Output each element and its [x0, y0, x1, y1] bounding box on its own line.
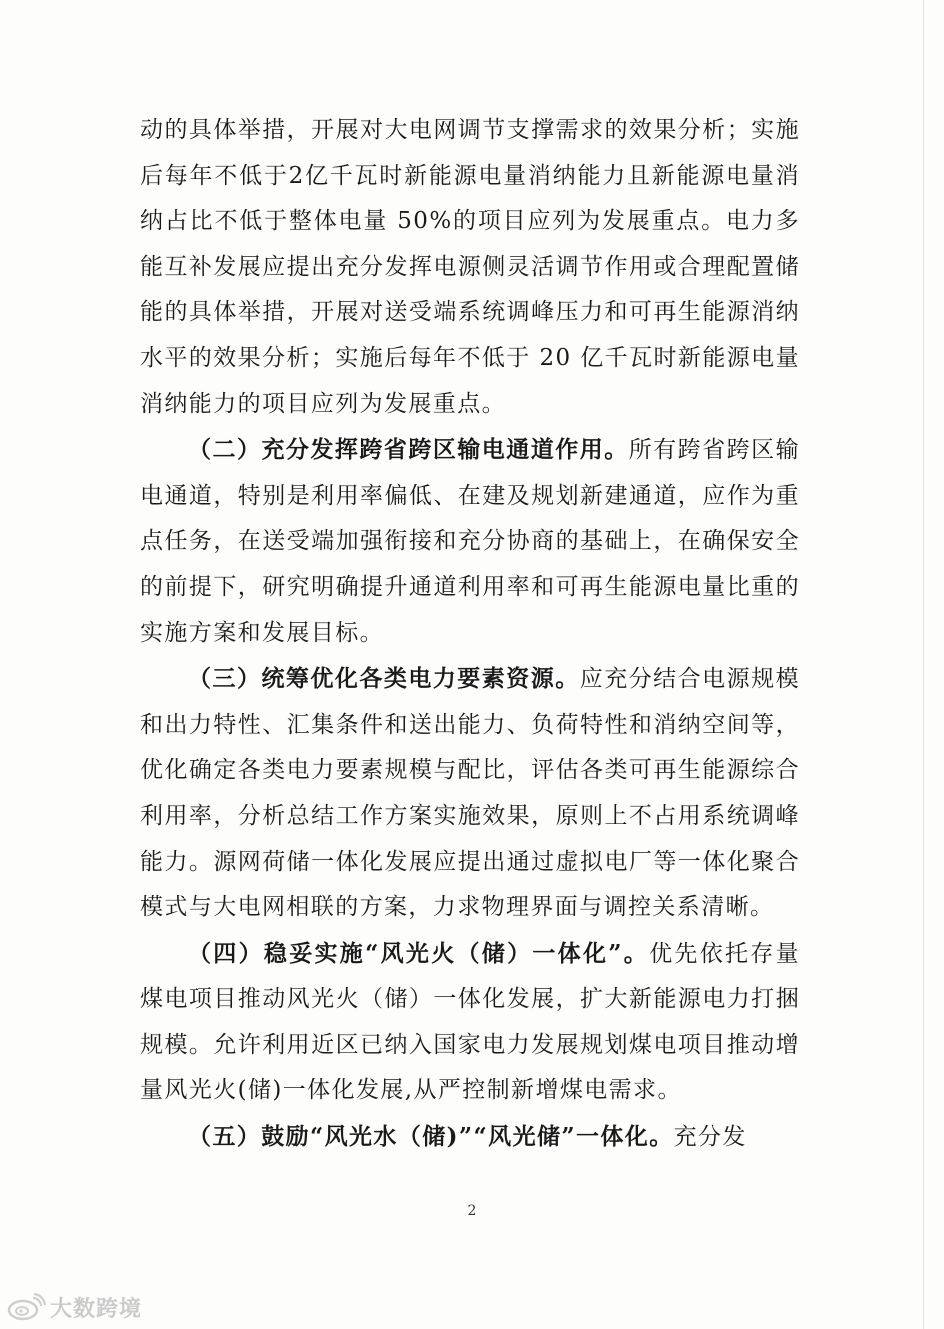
paragraph-3-text: 应充分结合电源规模和出力特性、汇集条件和送出能力、负荷特性和消纳空间等，优化确定各类电力要素规模与配比，评估各类可再生能源综合利用率，分析总结工作方案实施效果，原则上不占用系统调峰能力。源网荷储一体化发展应提出通过虚拟电厂等一体化聚合模式与大电网相联的方案，力求物理界面与调控关系清晰。: [140, 666, 800, 921]
weibo-logo-icon: [6, 1292, 46, 1322]
paragraph-3: [140, 656, 800, 931]
watermark-text: 大数跨境: [50, 1296, 143, 1322]
paragraph-1: [140, 108, 800, 427]
paragraph-5: [140, 1114, 800, 1161]
paragraph-2-heading: （二）充分发挥跨省跨区输电通道作用。: [188, 436, 629, 464]
paragraph-1-text: 动的具体举措，开展对大电网调节支撑需求的效果分析；实施后每年不低于2亿千瓦时新能源电量消纳能力且新能源电量消纳占比不低于整体电量 50%的项目应列为发展重点。电力多能互补发展应提出充分发挥电源侧灵活调节作用或合理配置储能的具体举措，开展对送受端系统调峰压力和可再生能源消纳水平的效果分析；实施后每年不低于 20 亿千瓦时新能源电量消纳能力的项目应列为发展重点。: [140, 117, 800, 417]
scan-edge-line: [923, 0, 924, 1329]
paragraph-5-heading: （五）鼓励“风光水（储)”“风光储”一体化。: [188, 1123, 674, 1151]
paragraph-5-text: 充分发: [673, 1124, 747, 1151]
watermark: [6, 1291, 142, 1323]
paragraph-3-heading: （三）统筹优化各类电力要素资源。: [188, 665, 580, 693]
page-number: 2: [467, 1203, 477, 1219]
document-body: [140, 108, 800, 1161]
paragraph-4-text: 优先依托存量煤电项目推动风光火（储）一体化发展，扩大新能源电力打捆规模。允许利用近区已纳入国家电力发展规划煤电项目推动增量风光火(储)一体化发展,从严控制新增煤电需求。: [140, 940, 800, 1104]
paragraph-2-text: 所有跨省跨区输电通道，特别是利用率偏低、在建及规划新建通道，应作为重点任务，在送受端加强衔接和充分协商的基础上，在确保安全的前提下，研究明确提升通道利用率和可再生能源电量比重的实施方案和发展目标。: [140, 437, 800, 646]
paragraph-4: [140, 931, 800, 1114]
paragraph-4-heading: （四）稳妥实施“风光火（储）一体化”。: [188, 939, 650, 967]
paragraph-2: [140, 427, 800, 656]
